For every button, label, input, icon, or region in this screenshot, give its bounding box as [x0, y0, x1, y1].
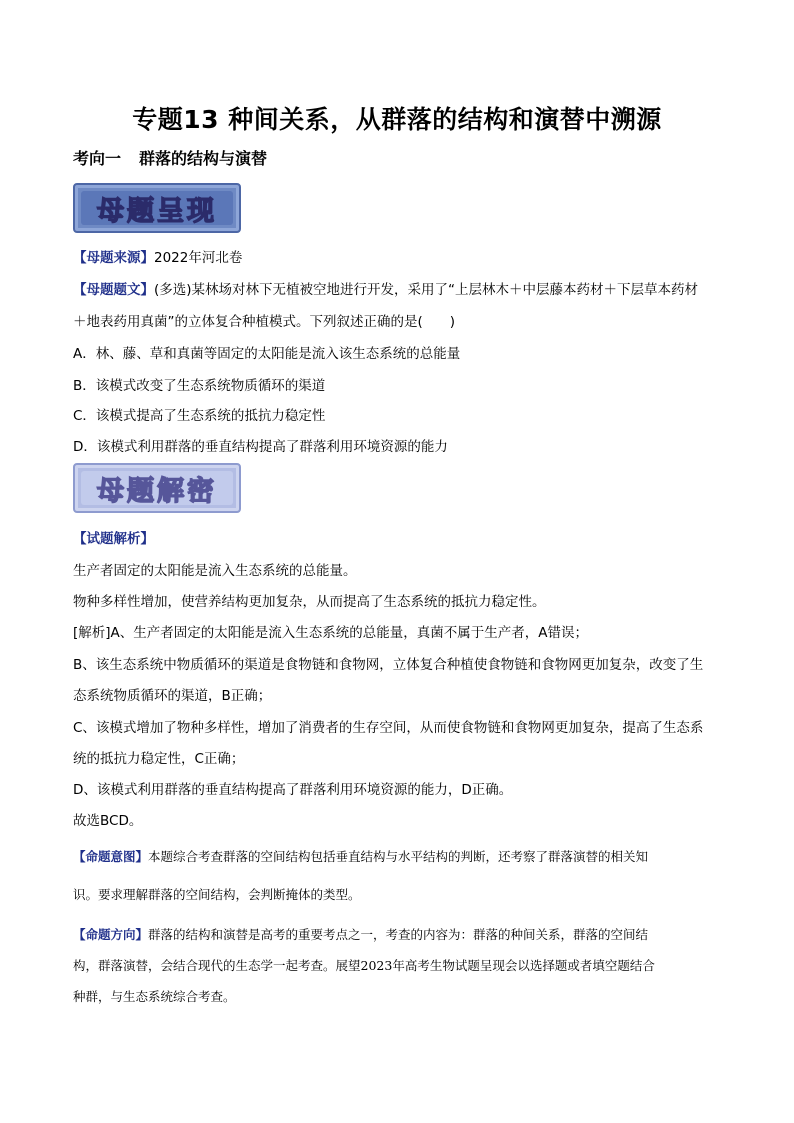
option-d: D．该模式利用群落的垂直结构提高了群落利用环境资源的能力: [73, 439, 448, 455]
direction-label: 【命题方向】: [73, 927, 149, 942]
section-label: 考向一: [73, 149, 122, 168]
intent-line-1: [73, 847, 648, 865]
stem-label: 【母题题文】: [73, 282, 154, 298]
question-stem-line-2: ＋地表药用真菌”的立体复合种植模式。下列叙述正确的是( ): [73, 314, 456, 330]
direction-line-2: 构，群落演替，会结合现代的生态学一起考查。展望2023年高考生物试题呈现会以选择题或者填空题结合: [73, 958, 655, 973]
intent-text-1: 本题综合考查群落的空间结构包括垂直结构与水平结构的判断，还考察了群落演替的相关知: [148, 849, 649, 864]
analysis-line: D、该模式利用群落的垂直结构提高了群落利用环境资源的能力，D正确。: [73, 782, 513, 798]
banner-text: 母题解密: [97, 475, 217, 507]
option-b: B．该模式改变了生态系统物质循环的渠道: [73, 378, 326, 394]
section-text: 群落的结构与演替: [139, 149, 268, 168]
option-a: A．林、藤、草和真菌等固定的太阳能是流入该生态系统的总能量: [73, 346, 461, 362]
direction-line-3: 种群，与生态系统综合考查。: [73, 989, 236, 1004]
analysis-line: 态系统物质循环的渠道，B正确；: [73, 688, 272, 704]
question-stem-line-1: [73, 278, 698, 298]
question-present-banner: [73, 183, 241, 233]
section-heading: [73, 146, 267, 169]
analysis-line: C、该模式增加了物种多样性，增加了消费者的生存空间，从而使食物链和食物网更加复杂，提高了生态系: [73, 720, 704, 736]
source-label: 【母题来源】: [73, 250, 154, 266]
intent-label: 【命题意图】: [73, 849, 149, 864]
option-c: C．该模式提高了生态系统的抵抗力稳定性: [73, 408, 326, 424]
intent-line-2: 识。要求理解群落的空间结构，会判断掩体的类型。: [73, 887, 361, 902]
analysis-line: 统的抵抗力稳定性，C正确；: [73, 751, 245, 767]
source-text: 2022年河北卷: [154, 250, 243, 266]
analysis-line: 生产者固定的太阳能是流入生态系统的总能量。: [73, 563, 357, 579]
stem-text-1: (多选)某林场对林下无植被空地进行开发，采用了“上层林木＋中层藤本药材＋下层草本药材: [154, 282, 699, 298]
analysis-line: [解析]A、生产者固定的太阳能是流入生态系统的总能量，真菌不属于生产者，A错误；: [73, 625, 589, 641]
page-title: 专题13 种间关系，从群落的结构和演替中溯源: [132, 105, 662, 134]
question-source: [73, 246, 242, 266]
analysis-label: 【试题解析】: [73, 531, 154, 547]
answer-banner: [73, 463, 241, 513]
direction-text-1: 群落的结构和演替是高考的重要考点之一，考查的内容为：群落的种间关系，群落的空间结: [148, 927, 649, 942]
analysis-line: 物种多样性增加，使营养结构更加复杂，从而提高了生态系统的抵抗力稳定性。: [73, 594, 546, 610]
banner-text: 母题呈现: [97, 195, 217, 227]
analysis-line: 故选BCD。: [73, 813, 143, 829]
analysis-line: B、该生态系统中物质循环的渠道是食物链和食物网，立体复合种植使食物链和食物网更加复杂，改变了生: [73, 657, 704, 673]
direction-line-1: [73, 925, 648, 943]
